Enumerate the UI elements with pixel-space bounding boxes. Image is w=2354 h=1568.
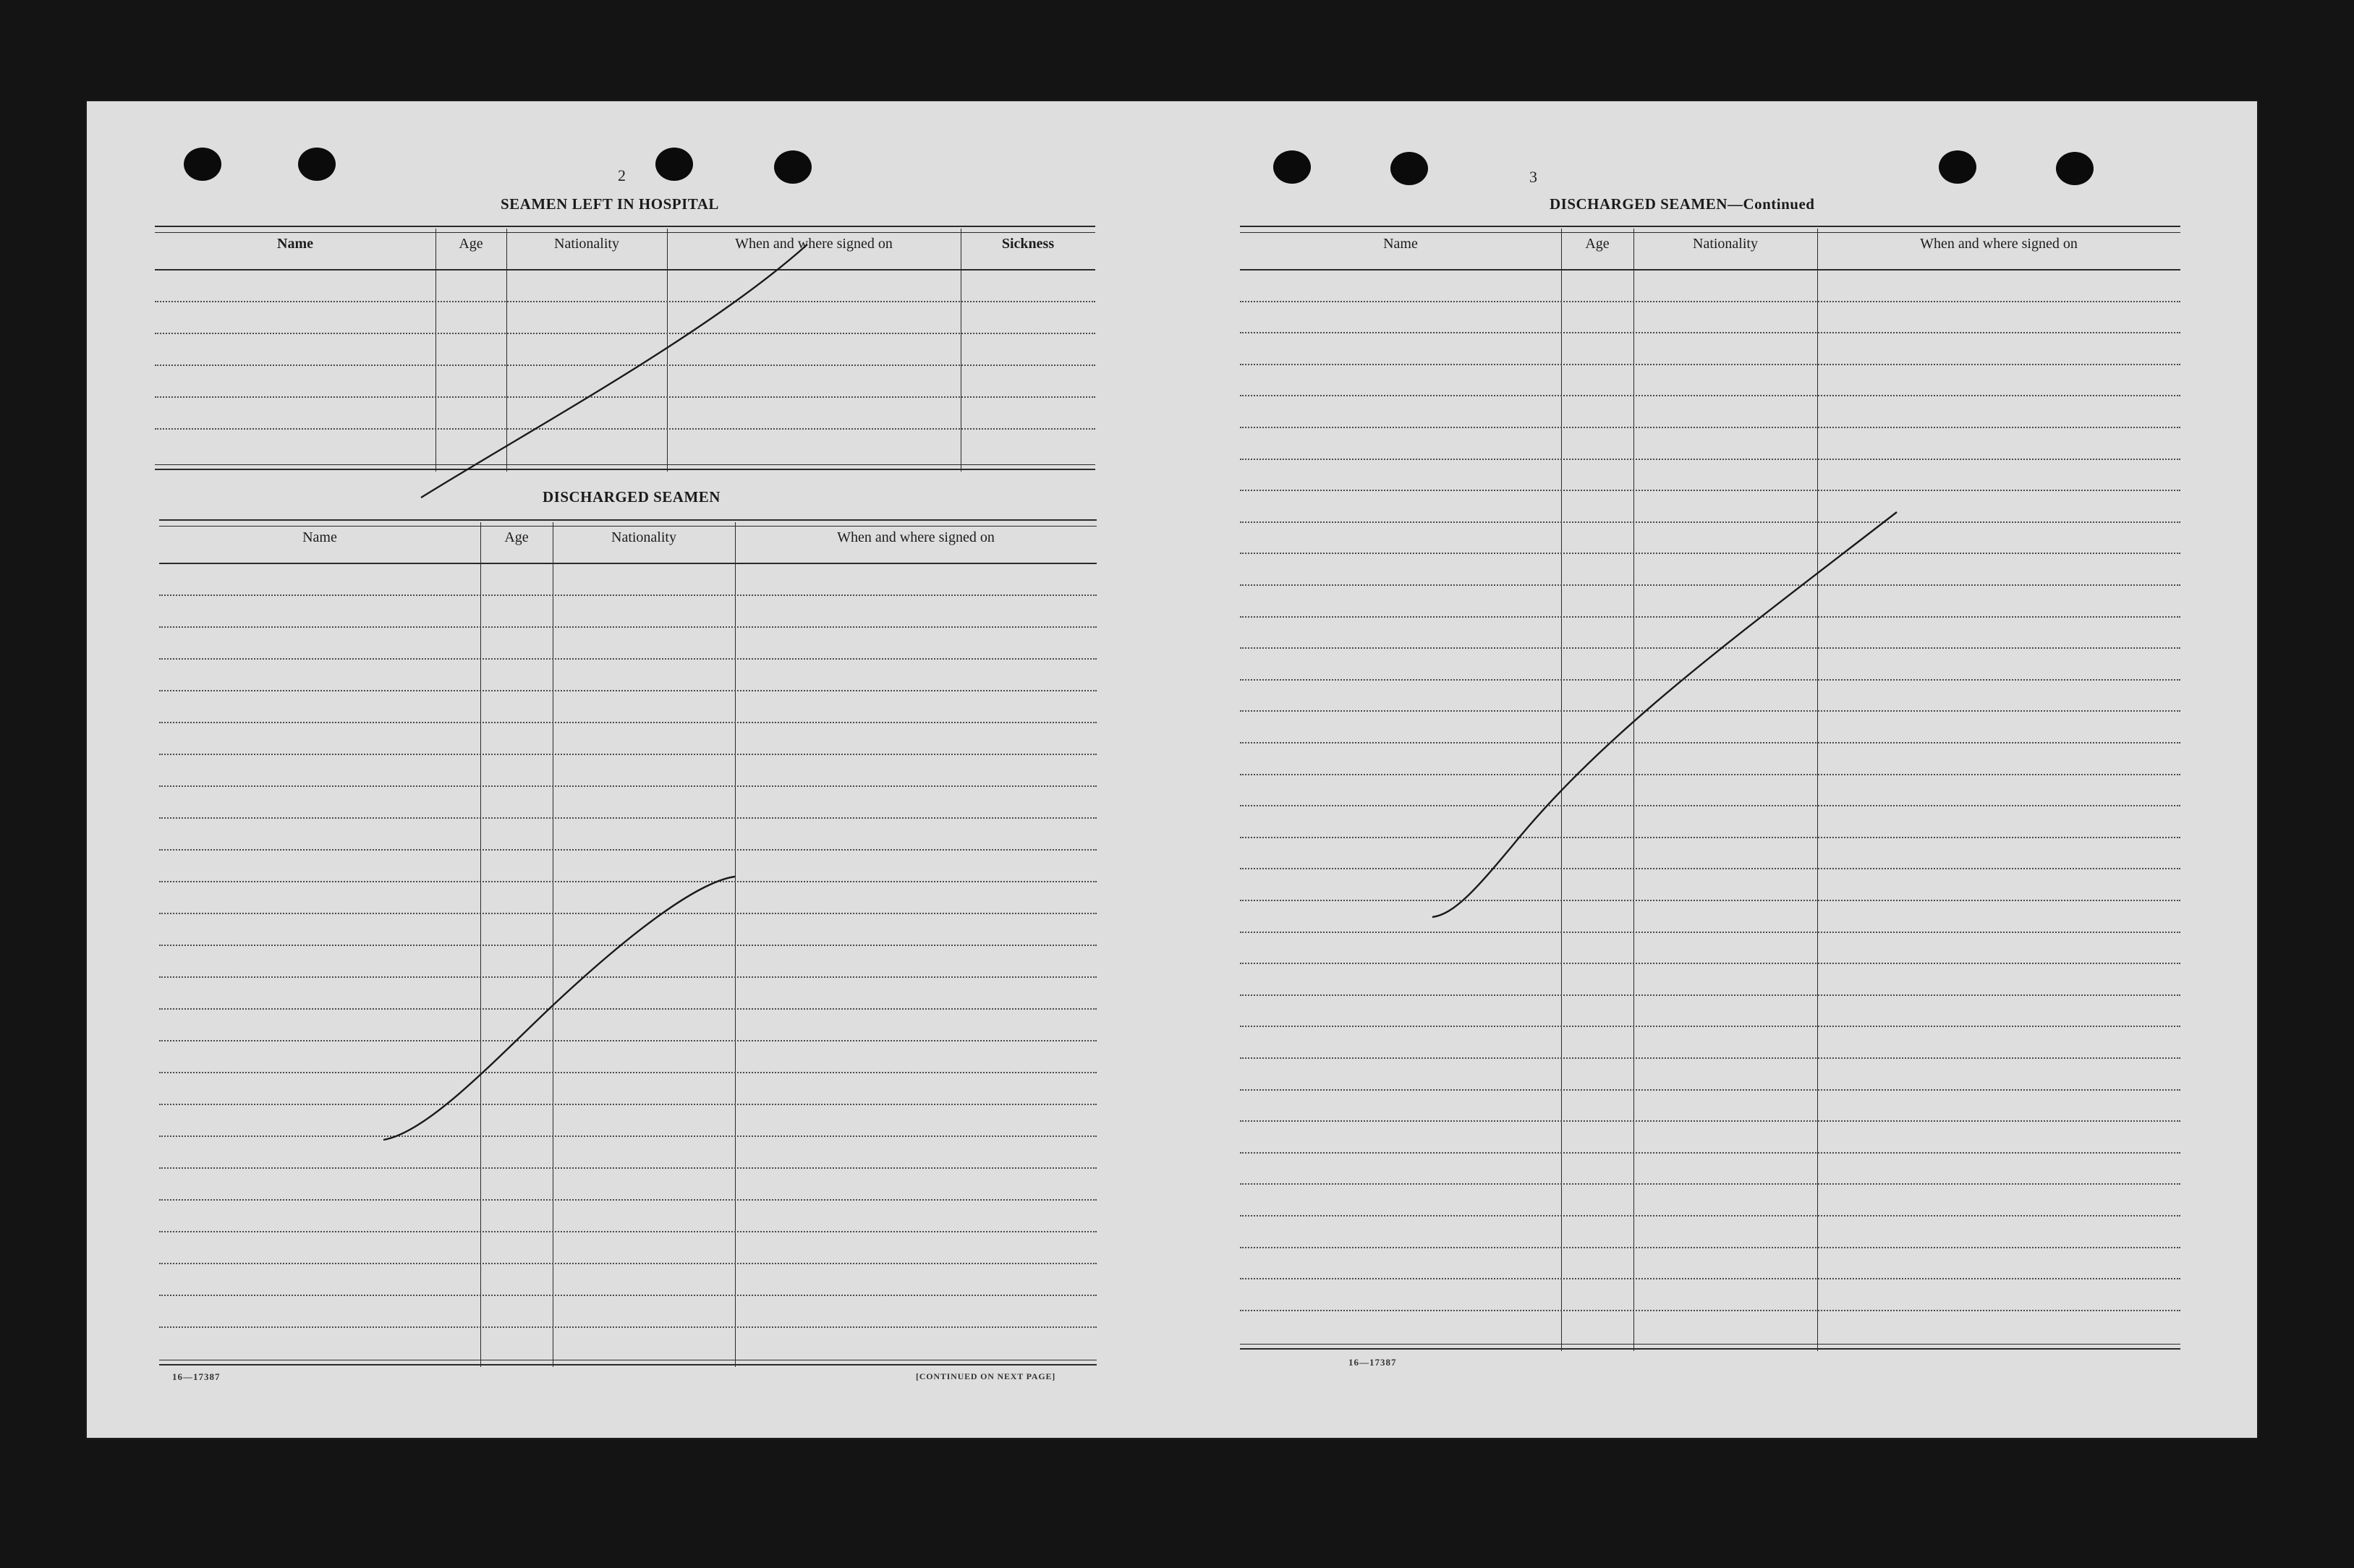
column-header-name: Name [1383,236,1418,252]
table-row [159,785,1097,787]
column-header-signed-on: When and where signed on [1920,236,2078,252]
table-row [1240,490,2180,491]
table-row [1240,837,2180,838]
page-number: 3 [1529,168,1537,186]
table-row [159,881,1097,882]
table-row [1240,395,2180,396]
table-row [159,690,1097,691]
table-row [1240,1310,2180,1311]
document-sheet [87,101,2257,1438]
table-row [1240,710,2180,712]
table-row [159,913,1097,914]
column-header-name: Name [277,236,313,252]
discharged-continued-table [1240,226,2180,1351]
table-row [159,1231,1097,1232]
table-row [155,365,1095,366]
table-row [159,1008,1097,1010]
table-row [1240,1278,2180,1279]
discharged-table [159,519,1097,1367]
left-page [87,101,1172,1438]
table-row [159,817,1097,819]
table-row [1240,679,2180,681]
table-row [159,1135,1097,1137]
table-row [159,595,1097,596]
table-row [159,1072,1097,1073]
table-row [1240,805,2180,806]
discharged-title-suffix: —Continued [1727,195,1815,213]
table-row [1240,994,2180,996]
table-row [1240,1120,2180,1122]
punch-hole [298,148,336,181]
table-row [1240,364,2180,365]
table-row [1240,963,2180,964]
table-row [1240,427,2180,428]
right-page [1172,101,2257,1438]
table-row [1240,1247,2180,1248]
table-row [1240,301,2180,302]
table-row [1240,1215,2180,1217]
table-row [1240,553,2180,554]
table-row [1240,868,2180,869]
hospital-section-title: SEAMEN LEFT IN HOSPITAL [501,195,719,213]
column-header-age: Age [504,529,529,545]
discharged-title-main: DISCHARGED SEAMEN [1550,195,1728,213]
table-row [1240,1183,2180,1185]
column-header-nationality: Nationality [554,236,619,252]
column-header-signed-on: When and where signed on [735,236,893,252]
table-row [159,849,1097,851]
table-row [1240,459,2180,460]
continued-note: [CONTINUED ON NEXT PAGE] [916,1371,1056,1381]
table-row [159,722,1097,723]
table-row [159,1104,1097,1105]
discharged-continued-title [1550,195,1814,213]
column-header-sickness: Sickness [1001,236,1055,252]
table-row [159,1040,1097,1041]
table-row [1240,616,2180,618]
punch-hole [655,148,693,181]
form-code: 16—17387 [1348,1357,1397,1368]
table-row [159,945,1097,946]
table-row [159,754,1097,755]
table-row [155,428,1095,430]
table-row [159,658,1097,660]
table-row [1240,774,2180,775]
column-header-age: Age [1585,236,1610,252]
table-row [1240,932,2180,933]
punch-hole [1390,152,1428,185]
punch-hole [1939,150,1976,184]
table-row [159,976,1097,978]
column-header-nationality: Nationality [1693,236,1758,252]
table-row [1240,521,2180,523]
column-header-age: Age [459,236,483,252]
table-row [1240,1026,2180,1027]
table-row [159,1326,1097,1328]
table-row [1240,584,2180,586]
table-row [1240,1089,2180,1091]
table-row [1240,1057,2180,1059]
table-row [1240,900,2180,901]
punch-hole [184,148,221,181]
punch-hole [774,150,812,184]
table-row [159,626,1097,628]
table-row [159,1295,1097,1296]
table-row [155,396,1095,398]
page-number: 2 [618,166,626,184]
table-row [1240,332,2180,333]
punch-hole [1273,150,1311,184]
table-row [155,333,1095,334]
table-row [1240,1152,2180,1154]
hospital-table [155,226,1095,472]
table-row [159,1199,1097,1201]
table-row [159,1167,1097,1169]
column-header-signed-on: When and where signed on [837,529,995,545]
table-row [159,1263,1097,1264]
column-header-nationality: Nationality [611,529,676,545]
table-row [1240,742,2180,743]
column-header-name: Name [302,529,337,545]
punch-hole [2056,152,2094,185]
table-row [1240,647,2180,649]
discharged-section-title: DISCHARGED SEAMEN [543,488,721,506]
form-code: 16—17387 [172,1371,221,1382]
table-row [155,301,1095,302]
